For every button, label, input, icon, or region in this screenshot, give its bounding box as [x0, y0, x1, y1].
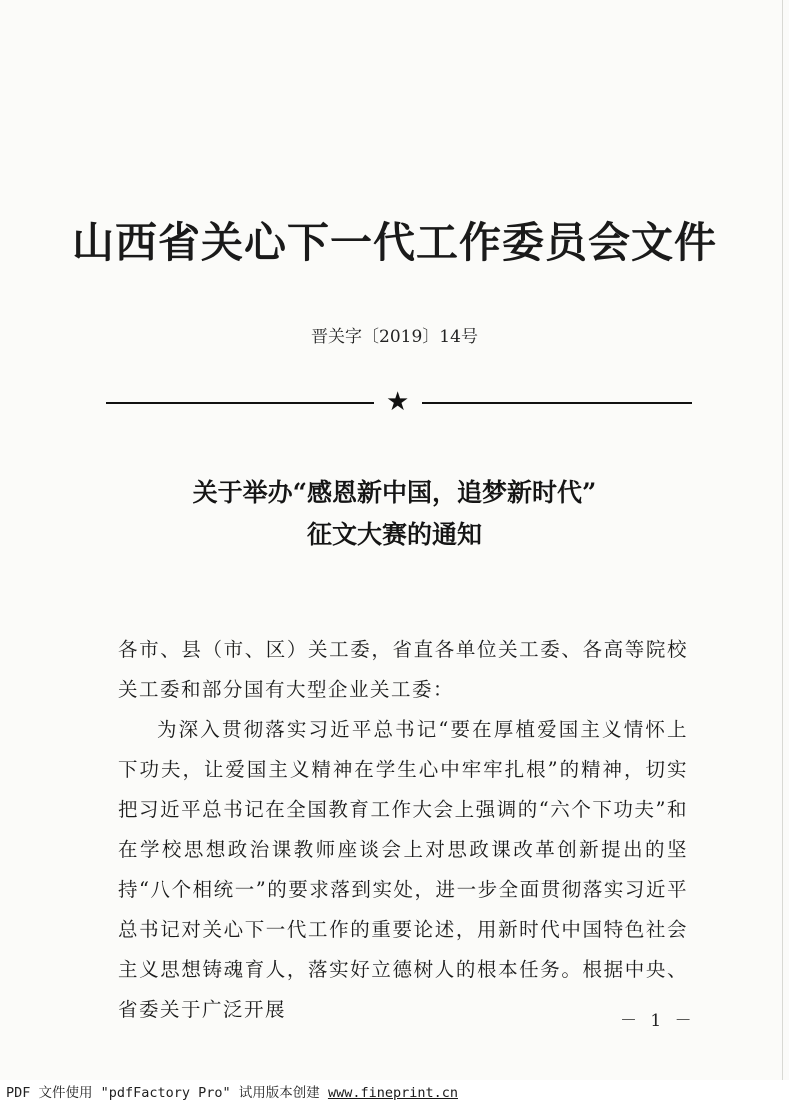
pdf-footer — [6, 1080, 786, 1106]
document-number: 晋关字〔2019〕14号 — [311, 327, 478, 347]
notice-title-line-1: 关于举办“感恩新中国，追梦新时代” — [192, 478, 597, 507]
separator-line-left — [106, 402, 374, 404]
footer-text: PDF 文件使用 "pdfFactory Pro" 试用版本创建 — [6, 1085, 328, 1101]
body-text — [118, 630, 688, 1030]
page-number: － 1 － — [620, 1011, 696, 1031]
paragraph: 为深入贯彻落实习近平总书记“要在厚植爱国主义情怀上下功夫，让爱国主义精神在学生心中牢牢扎根”的精神，切实把习近平总书记在全国教育工作大会上强调的“六个下功夫”和在学校思想政治课教师座谈会上对思政课改革创新提出的坚持“八个相统一”的要求落到实处，进一步全面贯彻落实习近平总书记对关心下一代工作的重要论述，用新时代中国特色社会主义思想铸魂育人，落实好立德树人的根本任务。根据中央、省委关于广泛开展 — [118, 718, 688, 1021]
notice-title-line-2: 征文大赛的通知 — [306, 520, 482, 549]
agency-title: 山西省关心下一代工作委员会文件 — [71, 218, 717, 267]
header-separator — [106, 387, 692, 417]
notice-title — [0, 472, 789, 556]
salutation: 各市、县（市、区）关工委，省直各单位关工委、各高等院校关工委和部分国有大型企业关工委： — [118, 638, 688, 701]
footer-link[interactable]: www.fineprint.cn — [327, 1085, 458, 1101]
separator-line-right — [422, 402, 692, 404]
star-icon: ★ — [386, 387, 410, 417]
